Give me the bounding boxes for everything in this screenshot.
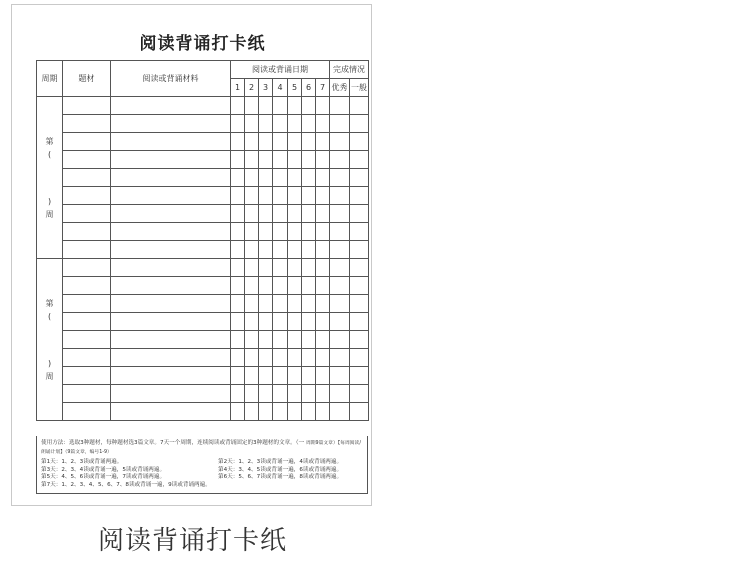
table-row [37,151,369,169]
completion-cell[interactable] [350,97,369,115]
date-check-cell[interactable] [316,241,330,259]
date-check-cell[interactable] [316,295,330,313]
date-check-cell[interactable] [231,133,245,151]
date-check-cell[interactable] [273,169,288,187]
date-check-cell[interactable] [273,115,288,133]
completion-cell[interactable] [350,277,369,295]
date-check-cell[interactable] [231,205,245,223]
completion-cell[interactable] [350,295,369,313]
date-check-cell[interactable] [316,223,330,241]
date-check-cell[interactable] [273,295,288,313]
date-check-cell[interactable] [259,367,273,385]
week-label-top: 第 [45,136,54,146]
date-check-cell[interactable] [316,259,330,277]
date-check-cell[interactable] [245,331,259,349]
date-check-cell[interactable] [259,223,273,241]
date-check-cell[interactable] [316,97,330,115]
material-cell[interactable] [111,367,231,385]
completion-cell[interactable] [330,349,350,367]
date-check-cell[interactable] [273,205,288,223]
completion-cell[interactable] [330,97,350,115]
date-check-cell[interactable] [245,403,259,421]
date-check-cell[interactable] [231,349,245,367]
table-body [37,97,369,421]
date-check-cell[interactable] [231,187,245,205]
date-check-cell[interactable] [302,295,316,313]
date-check-cell[interactable] [288,187,302,205]
date-check-cell[interactable] [259,133,273,151]
date-check-cell[interactable] [273,385,288,403]
completion-cell[interactable] [330,151,350,169]
date-check-cell[interactable] [273,277,288,295]
material-cell[interactable] [111,313,231,331]
date-check-cell[interactable] [245,205,259,223]
day-4-text: 第4天：3、4、5读或背诵一遍，6读或背诵两遍。 [218,466,343,473]
completion-cell[interactable] [350,241,369,259]
sheet-title: 阅读背诵打卡纸 [139,34,266,54]
topic-cell[interactable] [63,367,111,385]
date-check-cell[interactable] [288,115,302,133]
date-check-cell[interactable] [231,403,245,421]
date-check-cell[interactable] [273,187,288,205]
date-check-cell[interactable] [288,259,302,277]
date-check-cell[interactable] [245,295,259,313]
header-day-1: 1 [231,79,245,97]
date-check-cell[interactable] [316,133,330,151]
week-label-bottom: 周 [45,209,54,219]
date-check-cell[interactable] [288,367,302,385]
date-check-cell[interactable] [273,241,288,259]
topic-cell[interactable] [63,223,111,241]
date-check-cell[interactable] [302,223,316,241]
checkin-table [36,60,369,421]
header-day-3: 3 [259,79,273,97]
topic-cell[interactable] [63,241,111,259]
date-check-cell[interactable] [231,313,245,331]
date-check-cell[interactable] [288,133,302,151]
date-check-cell[interactable] [288,313,302,331]
date-check-cell[interactable] [302,385,316,403]
page-caption: 阅读背诵打卡纸 [98,526,288,556]
topic-cell[interactable] [63,133,111,151]
header-day-4: 4 [273,79,288,97]
date-check-cell[interactable] [231,223,245,241]
date-check-cell[interactable] [288,241,302,259]
table-row [37,349,369,367]
material-cell[interactable] [111,115,231,133]
date-check-cell[interactable] [302,169,316,187]
table-row [37,259,369,277]
table-row [37,169,369,187]
checkin-sheet [11,4,372,506]
material-cell[interactable] [111,187,231,205]
date-check-cell[interactable] [273,133,288,151]
date-check-cell[interactable] [259,295,273,313]
date-check-cell[interactable] [288,223,302,241]
date-check-cell[interactable] [259,277,273,295]
topic-cell[interactable] [63,331,111,349]
date-check-cell[interactable] [316,367,330,385]
week-label-paren-open: ( [47,149,52,159]
date-check-cell[interactable] [273,367,288,385]
completion-cell[interactable] [330,223,350,241]
week-label-paren-close: ) [47,358,52,368]
topic-cell[interactable] [63,115,111,133]
completion-cell[interactable] [330,385,350,403]
date-check-cell[interactable] [316,385,330,403]
completion-cell[interactable] [330,295,350,313]
date-check-cell[interactable] [273,151,288,169]
completion-cell[interactable] [330,331,350,349]
date-check-cell[interactable] [288,97,302,115]
header-day-2: 2 [245,79,259,97]
date-check-cell[interactable] [302,313,316,331]
completion-cell[interactable] [330,367,350,385]
table-row [37,241,369,259]
date-check-cell[interactable] [288,295,302,313]
table-row [37,223,369,241]
material-cell[interactable] [111,349,231,367]
completion-cell[interactable] [330,403,350,421]
date-check-cell[interactable] [231,115,245,133]
header-period: 周期 [37,61,63,97]
date-check-cell[interactable] [245,115,259,133]
date-check-cell[interactable] [302,241,316,259]
date-check-cell[interactable] [231,97,245,115]
material-cell[interactable] [111,205,231,223]
table-row [37,97,369,115]
completion-cell[interactable] [330,187,350,205]
date-check-cell[interactable] [316,169,330,187]
table-row [37,331,369,349]
completion-cell[interactable] [350,205,369,223]
date-check-cell[interactable] [231,295,245,313]
completion-cell[interactable] [330,169,350,187]
day-schedule [41,459,363,489]
date-check-cell[interactable] [245,187,259,205]
week-label-cell [37,97,63,259]
material-cell[interactable] [111,403,231,421]
completion-cell[interactable] [350,331,369,349]
material-cell[interactable] [111,295,231,313]
table-row [37,115,369,133]
topic-cell[interactable] [63,313,111,331]
topic-cell[interactable] [63,349,111,367]
date-check-cell[interactable] [302,151,316,169]
header-material: 阅读或背诵材料 [111,61,231,97]
completion-cell[interactable] [350,187,369,205]
date-check-cell[interactable] [259,385,273,403]
day-1-text: 第1天：1、2、3读或背诵两遍。 [41,459,123,465]
date-check-cell[interactable] [273,331,288,349]
date-check-cell[interactable] [245,313,259,331]
table-row [37,313,369,331]
completion-cell[interactable] [330,313,350,331]
completion-cell[interactable] [330,259,350,277]
header-day-5: 5 [288,79,302,97]
completion-cell[interactable] [330,241,350,259]
header-day-7: 7 [316,79,330,97]
instructions-box [36,436,368,494]
date-check-cell[interactable] [259,205,273,223]
date-check-cell[interactable] [273,403,288,421]
header-dates: 阅读或背诵日期 [231,61,330,79]
date-check-cell[interactable] [259,169,273,187]
week-label-cell [37,259,63,421]
table-row [37,385,369,403]
completion-cell[interactable] [350,133,369,151]
day-3-text: 第3天：2、3、4读或背诵一遍，5读或背诵两遍。 [41,466,166,473]
date-check-cell[interactable] [259,151,273,169]
date-check-cell[interactable] [302,403,316,421]
date-check-cell[interactable] [273,259,288,277]
date-check-cell[interactable] [288,151,302,169]
completion-cell[interactable] [350,313,369,331]
topic-cell[interactable] [63,403,111,421]
week-label-paren-open: ( [47,311,52,321]
date-check-cell[interactable] [316,313,330,331]
date-check-cell[interactable] [316,277,330,295]
date-check-cell[interactable] [273,313,288,331]
completion-cell[interactable] [350,349,369,367]
date-check-cell[interactable] [259,259,273,277]
topic-cell[interactable] [63,169,111,187]
date-check-cell[interactable] [231,241,245,259]
day-2-text: 第2天：1、2、3读或背诵一遍，4读或背诵两遍。 [218,459,343,465]
date-check-cell[interactable] [245,349,259,367]
table-row [37,205,369,223]
day-7-text: 第7天：1、2、3、4、5、6、7、8读或背诵一遍，9读或背诵两遍。 [41,481,211,488]
header-topic: 题材 [63,61,111,97]
completion-cell[interactable] [350,367,369,385]
completion-cell[interactable] [350,385,369,403]
date-check-cell[interactable] [316,331,330,349]
date-check-cell[interactable] [231,259,245,277]
date-check-cell[interactable] [288,403,302,421]
date-check-cell[interactable] [259,349,273,367]
date-check-cell[interactable] [231,385,245,403]
completion-cell[interactable] [350,169,369,187]
date-check-cell[interactable] [259,97,273,115]
date-check-cell[interactable] [231,367,245,385]
date-check-cell[interactable] [288,331,302,349]
date-check-cell[interactable] [245,277,259,295]
date-check-cell[interactable] [245,133,259,151]
date-check-cell[interactable] [302,205,316,223]
date-check-cell[interactable] [245,151,259,169]
instructions-method [41,439,363,457]
topic-cell[interactable] [63,295,111,313]
week-label-paren-close: ) [47,196,52,206]
completion-cell[interactable] [350,151,369,169]
material-cell[interactable] [111,331,231,349]
date-check-cell[interactable] [302,331,316,349]
date-check-cell[interactable] [288,277,302,295]
week-label-top: 第 [45,298,54,308]
completion-cell[interactable] [350,259,369,277]
date-check-cell[interactable] [245,259,259,277]
date-check-cell[interactable] [288,385,302,403]
date-check-cell[interactable] [259,403,273,421]
completion-cell[interactable] [350,223,369,241]
date-check-cell[interactable] [259,241,273,259]
material-cell[interactable] [111,385,231,403]
date-check-cell[interactable] [273,223,288,241]
date-check-cell[interactable] [302,115,316,133]
date-check-cell[interactable] [302,133,316,151]
date-check-cell[interactable] [288,169,302,187]
material-cell[interactable] [111,133,231,151]
table-row [37,403,369,421]
header-average: 一般 [350,79,369,97]
date-check-cell[interactable] [245,97,259,115]
date-check-cell[interactable] [259,313,273,331]
header-completion: 完成情况 [330,61,369,79]
topic-cell[interactable] [63,385,111,403]
material-cell[interactable] [111,151,231,169]
material-cell[interactable] [111,241,231,259]
completion-cell[interactable] [350,403,369,421]
date-check-cell[interactable] [273,97,288,115]
completion-cell[interactable] [330,205,350,223]
date-check-cell[interactable] [302,259,316,277]
topic-cell[interactable] [63,151,111,169]
topic-cell[interactable] [63,97,111,115]
date-check-cell[interactable] [245,223,259,241]
material-cell[interactable] [111,223,231,241]
header-day-6: 6 [302,79,316,97]
date-check-cell[interactable] [288,205,302,223]
date-check-cell[interactable] [316,349,330,367]
date-check-cell[interactable] [316,151,330,169]
date-check-cell[interactable] [245,385,259,403]
date-check-cell[interactable] [302,277,316,295]
date-check-cell[interactable] [245,241,259,259]
date-check-cell[interactable] [231,277,245,295]
date-check-cell[interactable] [302,349,316,367]
topic-cell[interactable] [63,187,111,205]
table-row [37,277,369,295]
header-excellent: 优秀 [330,79,350,97]
table-row [37,187,369,205]
method-subtext: 周期9篇文章）【每周阅读/朗诵计划】（9篇文章，编号1-9） [41,441,361,455]
topic-cell[interactable] [63,277,111,295]
day-6-text: 第6天：5、6、7读或背诵一遍，8读或背诵两遍。 [218,474,343,481]
date-check-cell[interactable] [231,169,245,187]
date-check-cell[interactable] [302,187,316,205]
date-check-cell[interactable] [316,187,330,205]
method-text: 使用方法：选取3种题材，每种题材选3篇文章。7天一个周期，连续阅读或背诵固定的3种题材的文章。（一 [41,440,305,446]
table-row [37,295,369,313]
date-check-cell[interactable] [259,115,273,133]
date-check-cell[interactable] [273,349,288,367]
date-check-cell[interactable] [288,349,302,367]
material-cell[interactable] [111,259,231,277]
material-cell[interactable] [111,169,231,187]
date-check-cell[interactable] [245,169,259,187]
topic-cell[interactable] [63,205,111,223]
completion-cell[interactable] [350,115,369,133]
date-check-cell[interactable] [316,205,330,223]
date-check-cell[interactable] [231,331,245,349]
material-cell[interactable] [111,97,231,115]
date-check-cell[interactable] [231,151,245,169]
date-check-cell[interactable] [259,187,273,205]
week-label-bottom: 周 [45,371,54,381]
completion-cell[interactable] [330,133,350,151]
date-check-cell[interactable] [245,367,259,385]
date-check-cell[interactable] [302,367,316,385]
table-row [37,133,369,151]
date-check-cell[interactable] [302,97,316,115]
completion-cell[interactable] [330,115,350,133]
material-cell[interactable] [111,277,231,295]
table-row [37,367,369,385]
topic-cell[interactable] [63,259,111,277]
date-check-cell[interactable] [316,115,330,133]
date-check-cell[interactable] [259,331,273,349]
completion-cell[interactable] [330,277,350,295]
day-5-text: 第5天：4、5、6读或背诵一遍，7读或背诵两遍。 [41,474,166,481]
date-check-cell[interactable] [316,403,330,421]
